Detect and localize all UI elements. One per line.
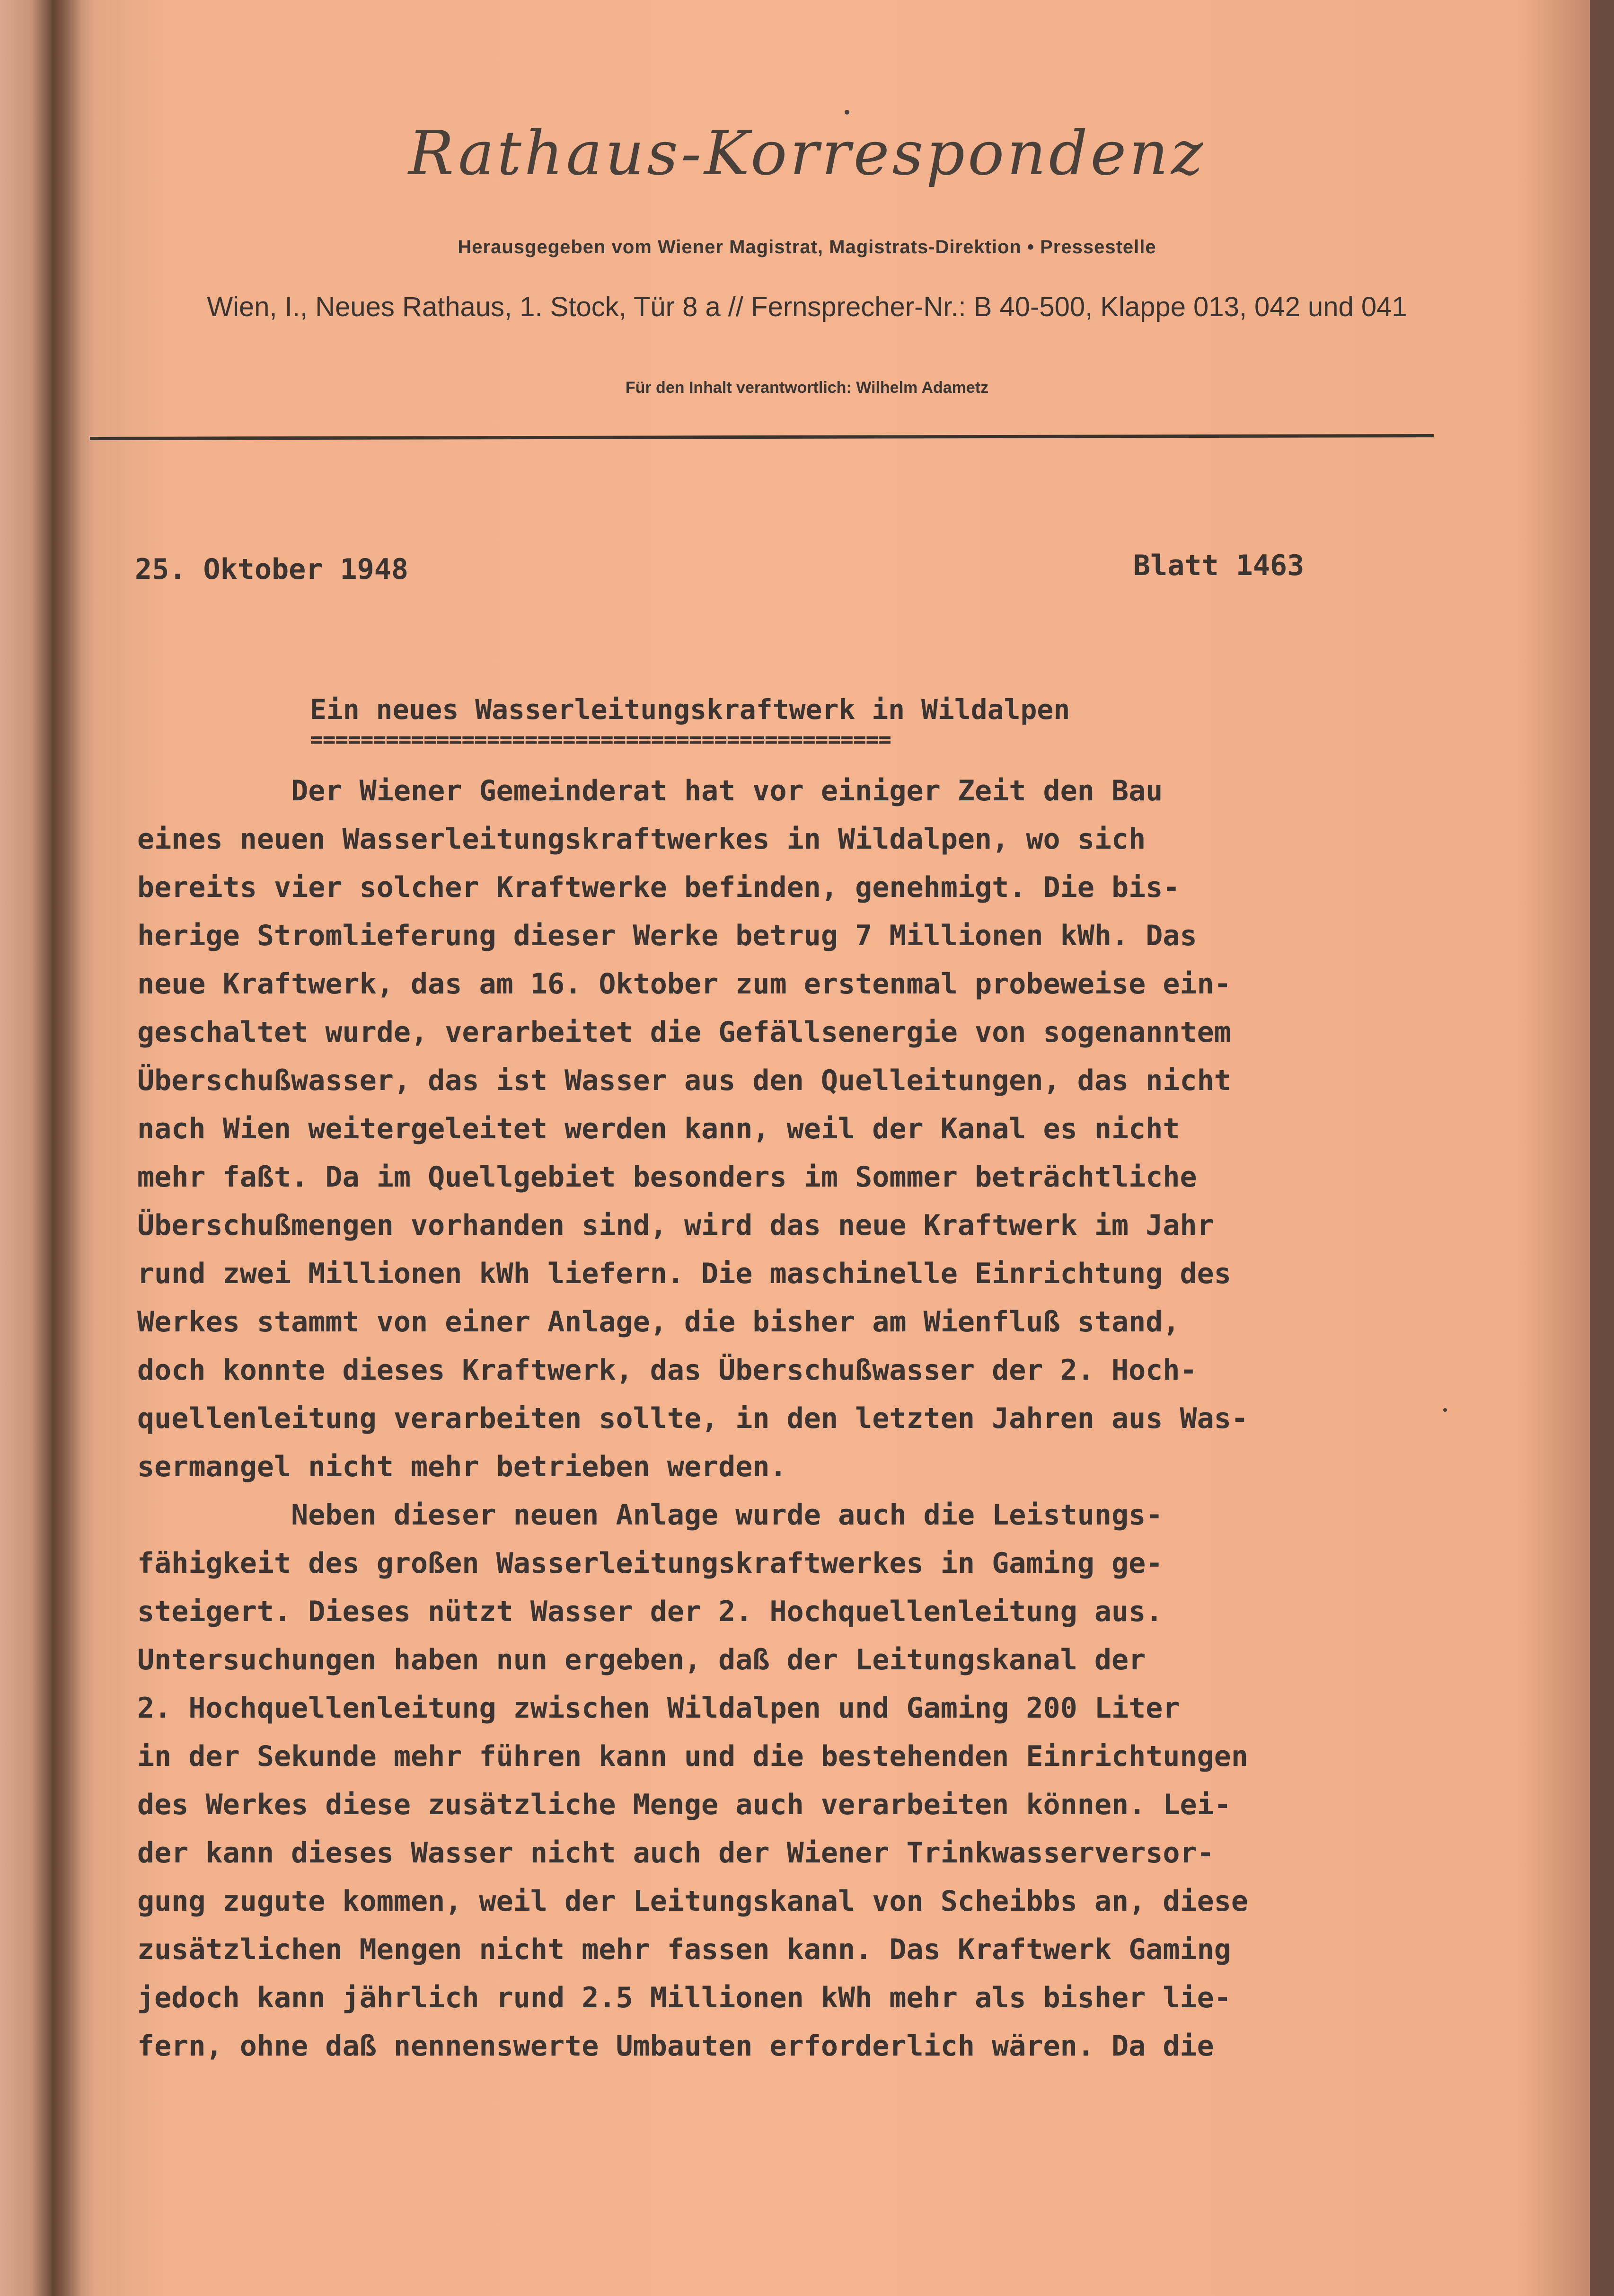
body-line: herige Stromlieferung dieser Werke betrug 7 Millionen kWh. Das	[137, 919, 1197, 952]
body-line: Überschußwasser, das ist Wasser aus den Quelleitungen, das nicht	[137, 1064, 1231, 1097]
ink-speck	[845, 110, 849, 115]
ink-speck	[1443, 1408, 1447, 1412]
body-line: Überschußmengen vorhanden sind, wird das neue Kraftwerk im Jahr	[137, 1209, 1214, 1242]
body-line: rund zwei Millionen kWh liefern. Die maschinelle Einrichtung des	[137, 1257, 1231, 1290]
article-body	[137, 767, 1443, 2070]
body-line: nach Wien weitergeleitet werden kann, weil der Kanal es nicht	[137, 1112, 1180, 1145]
body-line: eines neuen Wasserleitungskraftwerkes in Wildalpen, wo sich	[137, 823, 1146, 856]
body-line: jedoch kann jährlich rund 2.5 Millionen kWh mehr als bisher lie-	[137, 1981, 1231, 2014]
body-line: Neben dieser neuen Anlage wurde auch die Leistungs-	[137, 1498, 1163, 1532]
body-line: fern, ohne daß nennenswerte Umbauten erforderlich wären. Da die	[137, 2030, 1214, 2063]
body-line: sermangel nicht mehr betrieben werden.	[137, 1450, 787, 1483]
body-line: fähigkeit des großen Wasserleitungskraftwerkes in Gaming ge-	[137, 1547, 1163, 1580]
publisher-line: Herausgegeben vom Wiener Magistrat, Magistrats-Direktion • Pressestelle	[458, 237, 1156, 257]
body-line: geschaltet wurde, verarbeitet die Gefällsenergie von sogenanntem	[137, 1016, 1231, 1049]
body-line: mehr faßt. Da im Quellgebiet besonders im Sommer beträchtliche	[137, 1161, 1197, 1194]
body-line: der kann dieses Wasser nicht auch der Wiener Trinkwasserversor-	[137, 1836, 1214, 1870]
previous-page-edge	[0, 0, 52, 2296]
body-line: Der Wiener Gemeinderat hat vor einiger Zeit den Bau	[137, 774, 1163, 807]
body-line: Untersuchungen haben nun ergeben, daß der Leitungskanal der	[137, 1643, 1146, 1676]
body-line: neue Kraftwerk, das am 16. Oktober zum erstenmal probeweise ein-	[137, 967, 1231, 1001]
body-line: in der Sekunde mehr führen kann und die bestehenden Einrichtungen	[137, 1740, 1248, 1773]
body-line: Werkes stammt von einer Anlage, die bisher am Wienfluß stand,	[137, 1305, 1180, 1339]
binding-shadow	[52, 0, 80, 2296]
sheet-number: Blatt 1463	[1133, 549, 1305, 582]
article-headline: Ein neues Wasserleitungskraftwerk in Wildalpen	[310, 693, 1070, 726]
body-line: 2. Hochquellenleitung zwischen Wildalpen und Gaming 200 Liter	[137, 1692, 1180, 1725]
address-line: Wien, I., Neues Rathaus, 1. Stock, Tür 8 a // Fernsprecher-Nr.: B 40-500, Klappe 013, 042 und 041	[207, 292, 1407, 322]
body-line: steigert. Dieses nützt Wasser der 2. Hochquellenleitung aus.	[137, 1595, 1163, 1628]
body-line: gung zugute kommen, weil der Leitungskanal von Scheibbs an, diese	[137, 1885, 1248, 1918]
issue-date: 25. Oktober 1948	[135, 553, 408, 586]
body-line: bereits vier solcher Kraftwerke befinden, genehmigt. Die bis-	[137, 871, 1180, 904]
body-line: doch konnte dieses Kraftwerk, das Überschußwasser der 2. Hoch-	[137, 1354, 1197, 1387]
headline-underline: ==============================================	[310, 727, 891, 752]
body-line: zusätzlichen Mengen nicht mehr fassen kann. Das Kraftwerk Gaming	[137, 1933, 1231, 1966]
masthead-title: Rathaus-Korrespondenz	[408, 118, 1206, 189]
body-line: quellenleitung verarbeiten sollte, in den letzten Jahren aus Was-	[137, 1402, 1248, 1435]
responsible-editor-line: Für den Inhalt verantwortlich: Wilhelm Adametz	[625, 379, 989, 397]
body-line: des Werkes diese zusätzliche Menge auch verarbeiten können. Lei-	[137, 1788, 1231, 1821]
